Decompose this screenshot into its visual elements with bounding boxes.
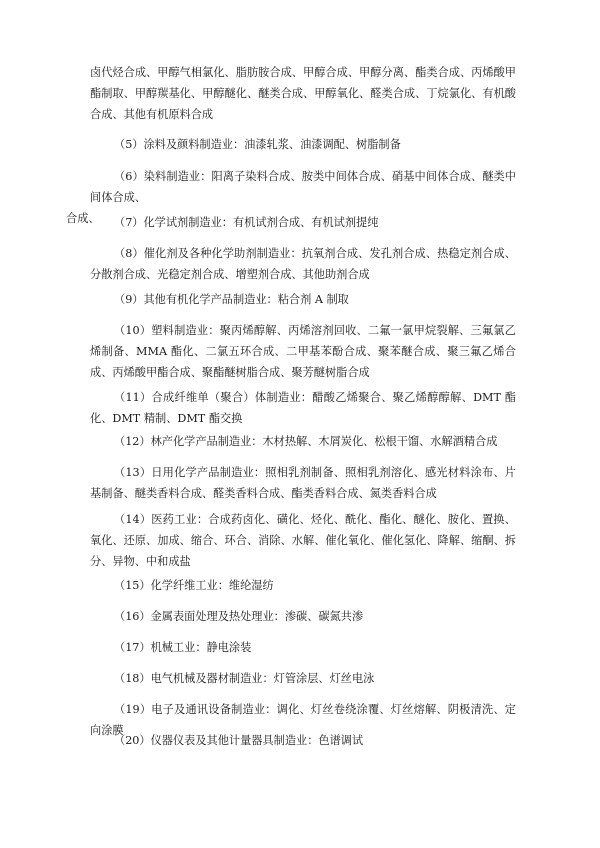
paragraph-item-16: （16）金属表面处理及热处理业：渗碳、碳氮共渗 [114,610,364,623]
paragraph-item-11: （11）合成纤维单（聚合）体制造业：醋酸乙烯聚合、聚乙烯醇醇解、DMT 酯化、DMT 精制、DMT 酯交换 [90,391,516,425]
paragraph-item-10: （10）塑料制造业：聚丙烯醇解、丙烯溶剂回收、二氟一氯甲烷裂解、三氟氯乙烯制备、MMA 酯化、二氯五环合成、二甲基苯酚合成、聚苯醚合成、聚三氟乙烯合成、丙烯酸甲酯合成、聚酯醚树脂合成、聚芳醚树脂合成 [90,324,516,379]
paragraph-item-6-line1: （6）染料制造业：阳离子染料合成、胺类中间体合成、硝基中间体合成、醚类中间体合成、 [90,170,516,204]
paragraph-item-15: （15）化学纤维工业：维纶湿纺 [114,579,274,592]
paragraph-organic-raw-materials: 卤代烃合成、甲醇气相氯化、脂肪胺合成、甲醇合成、甲醇分离、酯类合成、丙烯酸甲酯制取、甲醇羰基化、甲醇醚化、醚类合成、甲醇氧化、醛类合成、丁烷氯化、有机酸合成、其他有机原料合成 [90,66,516,121]
paragraph-item-14: （14）医药工业：合成药卤化、磺化、烃化、酰化、酯化、醚化、胺化、置换、氧化、还原、加成、缩合、环合、消除、水解、催化氧化、催化氢化、降解、缩酮、拆分、异物、中和成盐 [90,513,516,568]
paragraph-item-20: （20）仪器仪表及其他计量器具制造业：色谱调试 [114,734,364,747]
paragraph-item-6-line2: 合成、 [66,212,100,225]
paragraph-item-19: （19）电子及通讯设备制造业：调化、灯丝卷绕涂覆、灯丝熔解、阴极清洗、定向涂膜 [90,703,516,737]
paragraph-item-17: （17）机械工业：静电涂装 [114,641,252,654]
paragraph-item-7: （7）化学试剂制造业：有机试剂合成、有机试剂提纯 [114,216,379,229]
paragraph-item-8: （8）催化剂及各种化学助剂制造业：抗氧剂合成、发孔剂合成、热稳定剂合成、分散剂合成、光稳定剂合成、增塑剂合成、其他助剂合成 [90,247,516,281]
paragraph-item-18: （18）电气机械及器材制造业：灯管涂层、灯丝电泳 [114,672,375,685]
paragraph-item-9: （9）其他有机化学产品制造业：粘合剂 A 制取 [114,293,349,306]
paragraph-item-5: （5）涂料及颜料制造业：油漆轧浆、油漆调配、树脂制备 [114,138,401,151]
paragraph-item-13: （13）日用化学产品制造业：照相乳剂制备、照相乳剂溶化、感光材料涂布、片基制备、醚类香料合成、醛类香料合成、酯类香料合成、氮类香料合成 [90,466,516,500]
paragraph-item-12: （12）林产化学产品制造业：木材热解、木屑炭化、松根干馏、水解酒精合成 [114,435,498,448]
